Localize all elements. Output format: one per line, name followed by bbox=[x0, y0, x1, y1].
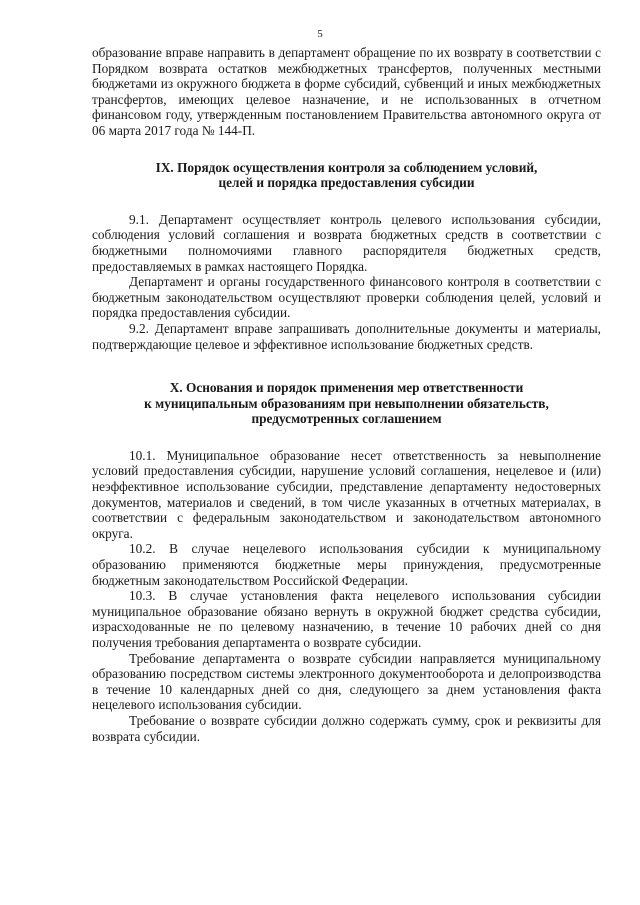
paragraph-9-1-control: Департамент и органы государственного финансового контроля в соответствии с бюджетным законодательством осуществляют проверки соблюдения целей, условий и порядка предоставления субсидии. bbox=[92, 274, 601, 321]
paragraph-9-2: 9.2. Департамент вправе запрашивать дополнительные документы и материалы, подтверждающие целевое и эффективное использование бюджетных средств. bbox=[92, 320, 601, 352]
section-10-heading bbox=[92, 380, 601, 427]
paragraph-10-3-requirement: Требование департамента о возврате субсидии направляется муниципальному образованию посредством системы электронного документооборота и делопроизводства в течение 10 календарных дней со дня, следующего за днем установления факта нецелевого использования субсидии. bbox=[92, 650, 601, 713]
section-10-title-line-2: к муниципальным образованиям при невыполнении обязательств, bbox=[144, 395, 549, 411]
paragraph-10-1: 10.1. Муниципальное образование несет ответственность за невыполнение условий предоставления субсидии, нарушение условий соглашения, нецелевое и (или) неэффективное использование субсидии, представление департаменту недостоверных документов, материалов и сведений, в том числе указанных в отчетных материалах, в соответствии с федеральным законодательством и законодательством автономного округа. bbox=[92, 447, 601, 541]
section-9-title-line-2: целей и порядка предоставления субсидии bbox=[218, 175, 475, 191]
section-9-heading bbox=[92, 160, 601, 191]
section-10-title-line-3: предусмотренных соглашением bbox=[251, 411, 442, 427]
paragraph-9-1: 9.1. Департамент осуществляет контроль целевого использования субсидии, соблюдения условий соглашения и возврата бюджетных средств в соответствии с бюджетными полномочиями главного распорядителя бюджетных средств, предоставляемых в рамках настоящего Порядка. bbox=[92, 211, 601, 274]
page-number: 5 bbox=[317, 28, 323, 40]
intro-paragraph: образование вправе направить в департамент обращение по их возврату в соответствии с Порядком возврата остатков межбюджетных трансфертов, полученных местными бюджетами из окружного бюджета в форме субсидий, субвенций и иных межбюджетных трансфертов, имеющих целевое назначение, и не использованных в отчетном финансовом году, утвержденным постановлением Правительства автономного округа от 06 марта 2017 года № 144-П. bbox=[92, 45, 601, 138]
document-body bbox=[92, 45, 601, 744]
paragraph-10-2: 10.2. В случае нецелевого использования субсидии к муниципальному образованию применяются бюджетные меры принуждения, предусмотренные бюджетным законодательством Российской Федерации. bbox=[92, 541, 601, 588]
paragraph-10-3: 10.3. В случае установления факта нецелевого использования субсидии муниципальное образование обязано вернуть в окружной бюджет средства субсидии, израсходованные не по целевому назначению, в течение 10 рабочих дней со дня получения требования департамента о возврате субсидии. bbox=[92, 588, 601, 650]
paragraph-10-3-contents: Требование о возврате субсидии должно содержать сумму, срок и реквизиты для возврата субсидии. bbox=[92, 712, 601, 744]
section-10-title-line-1: X. Основания и порядок применения мер ответственности bbox=[169, 380, 524, 396]
section-9-title-line-1: IX. Порядок осуществления контроля за соблюдением условий, bbox=[155, 159, 538, 175]
